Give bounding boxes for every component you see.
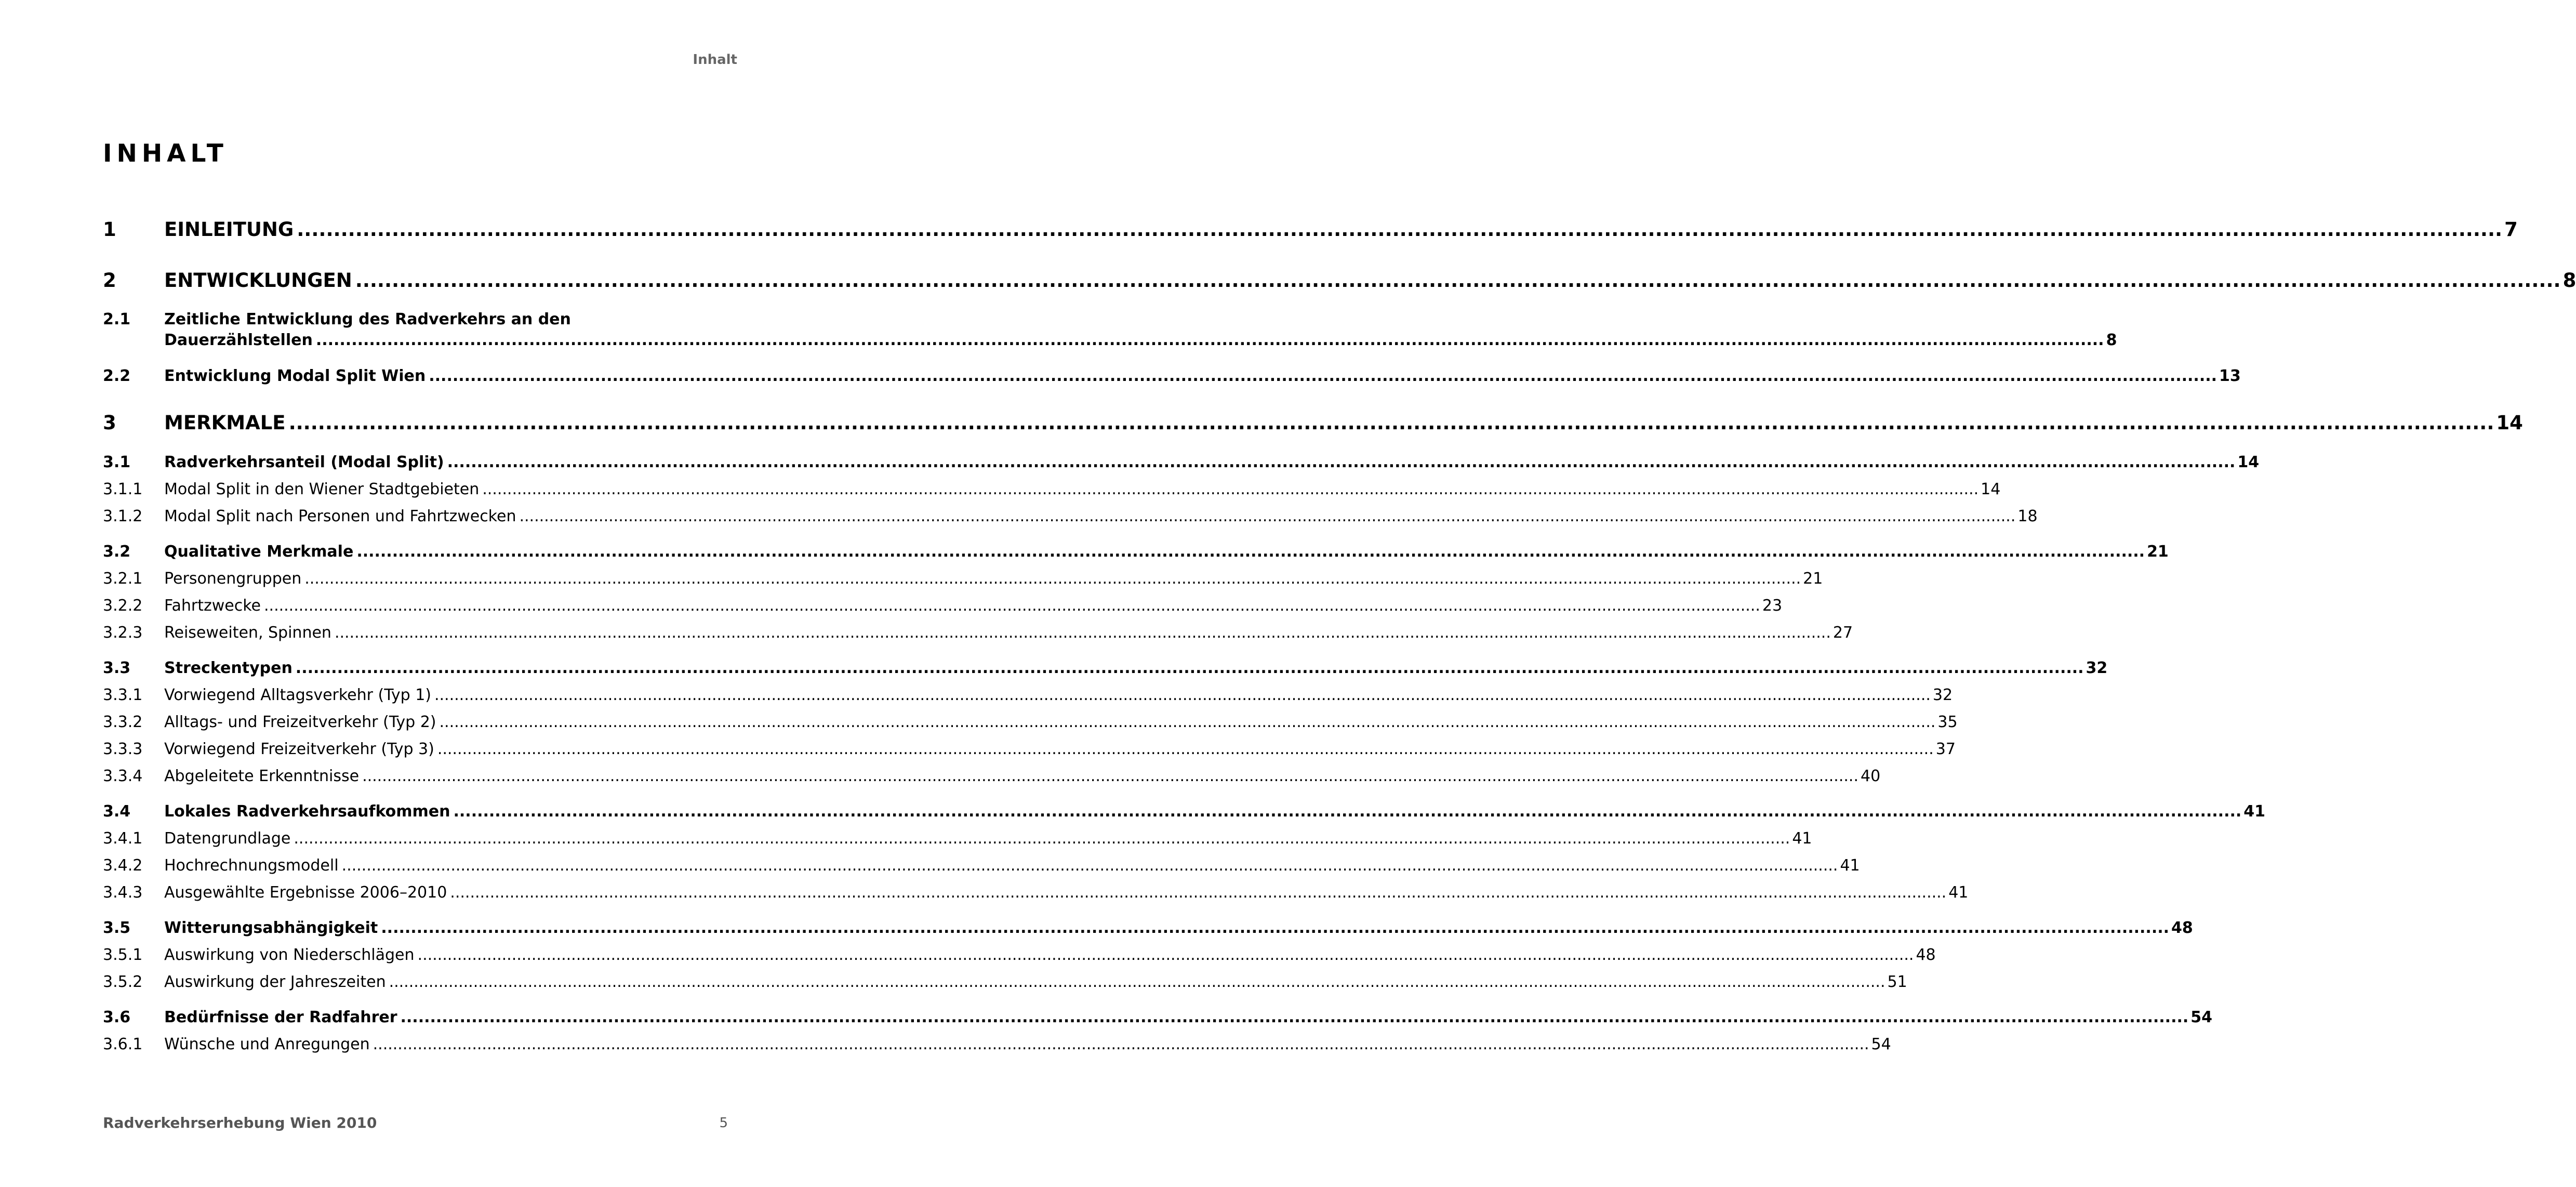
toc-entry-page: 48	[1916, 946, 1936, 964]
toc-entry-title: Auswirkung von Niederschlägen	[164, 946, 415, 964]
toc-entry-title: Lokales Radverkehrsaufkommen	[164, 802, 450, 821]
footer-document-title: Radverkehrserhebung Wien 2010	[103, 1114, 377, 1131]
toc-entry-page: 8	[2562, 269, 2576, 292]
dot-leader	[444, 453, 2238, 471]
toc-entry-3-6-1[interactable]	[103, 1035, 1891, 1055]
toc-entry-number: 2	[103, 269, 116, 292]
toc-entry-3-3-2[interactable]	[103, 713, 1958, 733]
toc-entry-title: Ausgewählte Ergebnisse 2006–2010	[164, 883, 447, 902]
toc-entry-title: Qualitative Merkmale	[164, 543, 354, 561]
dot-leader	[516, 507, 2017, 525]
toc-entry-2-1[interactable]	[103, 310, 2117, 353]
toc-entry-3-4-2[interactable]	[103, 856, 1860, 876]
toc-entry-2-2[interactable]	[103, 367, 2241, 387]
toc-entry-number: 3.3.3	[103, 740, 143, 758]
toc-entry-number: 3.6	[103, 1008, 131, 1026]
dot-leader	[286, 412, 2497, 434]
toc-entry-page: 21	[1803, 570, 1823, 588]
running-header: Inhalt	[693, 52, 737, 68]
toc-entry-number: 3.5.2	[103, 973, 143, 991]
toc-entry-title: Vorwiegend Alltagsverkehr (Typ 1)	[164, 686, 431, 704]
toc-entry-3-1-2[interactable]	[103, 507, 2038, 527]
toc-entry-page: 14	[2237, 453, 2260, 471]
toc-entry-page: 41	[1840, 856, 1860, 875]
toc-entry-number: 3.3.4	[103, 767, 143, 785]
toc-entry-3-3-4[interactable]	[103, 767, 1881, 787]
toc-entry-page: 54	[2190, 1008, 2213, 1026]
toc-entry-number: 3.6.1	[103, 1035, 143, 1053]
toc-entry-3-1-1[interactable]	[103, 480, 2001, 500]
dot-leader	[294, 218, 2504, 241]
dot-leader	[434, 740, 1936, 758]
toc-entry-number: 3.4	[103, 802, 131, 821]
toc-entry-number: 2.1	[103, 310, 131, 328]
toc-title: INHALT	[103, 139, 228, 168]
toc-entry-number: 3.4.2	[103, 856, 143, 875]
toc-entry-number: 3.1	[103, 453, 131, 471]
toc-entry-title: Reiseweiten, Spinnen	[164, 624, 331, 642]
toc-entry-title: Witterungsabhängigkeit	[164, 919, 378, 937]
toc-entry-page: 13	[2219, 367, 2241, 385]
toc-entry-page: 18	[2017, 507, 2038, 525]
toc-entry-page: 37	[1935, 740, 1956, 758]
dot-leader	[290, 829, 1792, 848]
toc-entry-3-2-3[interactable]	[103, 624, 1853, 643]
toc-entry-title: Alltags- und Freizeitverkehr (Typ 2)	[164, 713, 436, 731]
toc-entry-number: 3.1.1	[103, 480, 143, 498]
toc-entry-number: 3.2.1	[103, 570, 143, 588]
toc-entry-title: Bedürfnisse der Radfahrer	[164, 1008, 397, 1026]
toc-entry-title: Fahrtzwecke	[164, 597, 261, 615]
toc-entry-3-3-3[interactable]	[103, 740, 1956, 760]
toc-entry-title: Datengrundlage	[164, 829, 291, 848]
toc-entry-page: 21	[2147, 543, 2169, 561]
dot-leader	[293, 659, 2086, 677]
dot-leader	[339, 856, 1840, 875]
toc-entry-page: 41	[2243, 802, 2266, 821]
toc-entry-number: 3.4.1	[103, 829, 143, 848]
toc-entry-number: 3.3.1	[103, 686, 143, 704]
toc-entry-title-line2: Dauerzählstellen	[164, 331, 313, 349]
dot-leader	[359, 767, 1861, 785]
toc-entry-number: 3.2.2	[103, 597, 143, 615]
toc-entry-title: Radverkehrsanteil (Modal Split)	[164, 453, 444, 471]
toc-entry-1[interactable]	[103, 218, 2518, 242]
toc-entry-3-2[interactable]	[103, 543, 2169, 562]
dot-leader	[426, 367, 2219, 385]
toc-entry-3-5[interactable]	[103, 919, 2193, 939]
toc-entry-3-6[interactable]	[103, 1008, 2213, 1028]
dot-leader	[261, 597, 1762, 615]
toc-entry-page: 32	[2086, 659, 2108, 677]
toc-entry-3-5-2[interactable]	[103, 973, 1907, 993]
toc-entry-page: 8	[2106, 331, 2117, 349]
dot-leader	[431, 686, 1933, 704]
toc-entry-title: MERKMALE	[164, 412, 286, 434]
toc-entry-title: ENTWICKLUNGEN	[164, 269, 352, 292]
toc-entry-number: 3	[103, 412, 116, 434]
toc-entry-number: 3.3.2	[103, 713, 143, 731]
toc-entry-title: Entwicklung Modal Split Wien	[164, 367, 426, 385]
dot-leader	[313, 329, 2106, 351]
dot-leader	[436, 713, 1938, 731]
toc-entry-page: 54	[1871, 1035, 1891, 1053]
toc-entry-3-3[interactable]	[103, 659, 2108, 679]
toc-entry-title: Hochrechnungsmodell	[164, 856, 339, 875]
toc-entry-2[interactable]	[103, 269, 2576, 293]
dot-leader	[378, 919, 2171, 937]
toc-entry-title: EINLEITUNG	[164, 218, 294, 241]
toc-entry-page: 40	[1861, 767, 1881, 785]
toc-entry-3-5-1[interactable]	[103, 946, 1936, 966]
dot-leader	[447, 883, 1948, 902]
toc-entry-3-3-1[interactable]	[103, 686, 1953, 706]
dot-leader	[352, 269, 2563, 292]
toc-entry-title: Auswirkung der Jahreszeiten	[164, 973, 386, 991]
toc-entry-page: 23	[1762, 597, 1783, 615]
toc-entry-page: 32	[1932, 686, 1953, 704]
toc-entry-title: Personengruppen	[164, 570, 302, 588]
toc-entry-number: 2.2	[103, 367, 131, 385]
toc-entry-title: Streckentypen	[164, 659, 293, 677]
toc-entry-title: Modal Split in den Wiener Stadtgebieten	[164, 480, 480, 498]
dot-leader	[397, 1008, 2191, 1026]
toc-entry-number: 3.5.1	[103, 946, 143, 964]
dot-leader	[353, 543, 2147, 561]
toc-entry-number: 3.1.2	[103, 507, 143, 525]
toc-entry-page: 14	[2496, 412, 2523, 434]
toc-entry-3-2-1[interactable]	[103, 570, 1823, 589]
toc-entry-page: 14	[1981, 480, 2001, 498]
toc-entry-page: 7	[2504, 218, 2518, 241]
toc-entry-page: 41	[1948, 883, 1969, 902]
toc-entry-3-4[interactable]	[103, 802, 2266, 822]
toc-entry-number: 3.4.3	[103, 883, 143, 902]
toc-entry-number: 3.2	[103, 543, 131, 561]
toc-entry-3-2-2[interactable]	[103, 597, 1783, 616]
toc-entry-title-line1: Zeitliche Entwicklung des Radverkehrs an den	[164, 310, 571, 328]
toc-entry-number: 1	[103, 218, 116, 241]
toc-entry-title: Vorwiegend Freizeitverkehr (Typ 3)	[164, 740, 434, 758]
toc-entry-3[interactable]	[103, 412, 2523, 436]
footer-page-number: 5	[719, 1115, 728, 1131]
dot-leader	[370, 1035, 1871, 1053]
dot-leader	[386, 973, 1888, 991]
dot-leader	[331, 624, 1833, 642]
toc-entry-page: 48	[2171, 919, 2193, 937]
toc-entry-number: 3.3	[103, 659, 131, 677]
toc-entry-3-1[interactable]	[103, 453, 2260, 473]
toc-entry-3-4-1[interactable]	[103, 829, 1812, 849]
toc-entry-page: 51	[1887, 973, 1907, 991]
toc-entry-page: 35	[1937, 713, 1958, 731]
dot-leader	[450, 802, 2244, 821]
toc-entry-3-4-3[interactable]	[103, 883, 1969, 903]
toc-entry-number: 3.5	[103, 919, 131, 937]
toc-entry-title: Wünsche und Anregungen	[164, 1035, 370, 1053]
toc-entry-page: 27	[1833, 624, 1853, 642]
dot-leader	[415, 946, 1916, 964]
toc-entry-title: Modal Split nach Personen und Fahrtzwecken	[164, 507, 516, 525]
toc-entry-title: Abgeleitete Erkenntnisse	[164, 767, 360, 785]
dot-leader	[301, 570, 1803, 588]
dot-leader	[479, 480, 1981, 498]
toc-entry-page: 41	[1792, 829, 1812, 848]
toc-entry-number: 3.2.3	[103, 624, 143, 642]
